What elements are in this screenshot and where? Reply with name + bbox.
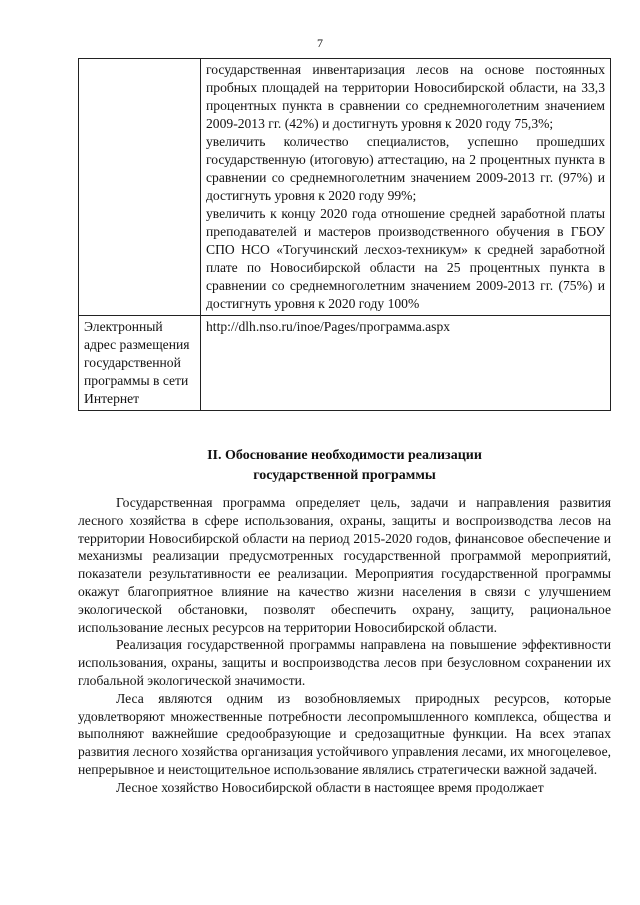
paragraph: Государственная программа определяет цель, задачи и направления развития лесного хозяйства в сфере использования, охраны, защиты и воспроизводства лесов на территории Новосибирской области на период 2015-2020 годов, финансовое обеспечение и механизмы реализации предусмотренных государственной программой мероприятий, показатели результативности ее реализации. Мероприятия государственной программы окажут благоприятное влияние на качество жизни населения в связи с улучшением экологической обстановки, позволят обеспечить охрану, защиту, рациональное использование лесных ресурсов на территории Новосибирской области. (78, 495, 611, 635)
indicator-text: увеличить количество специалистов, успешно прошедших государственную (итоговую) аттестацию, на 2 процентных пункта в сравнении со среднемноголетним значением 2009-2013 гг. (97%) и достигнуть уровня к 2020 году 99%; (206, 134, 605, 203)
paragraph: Реализация государственной программы направлена на повышение эффективности использования, охраны, защиты и воспроизводства лесов при безусловном сохранении их глобальной экологической значимости. (78, 637, 611, 688)
program-passport-table (78, 58, 611, 411)
section-title (78, 446, 611, 486)
paragraph: Лесное хозяйство Новосибирской области в настоящее время продолжает (116, 779, 544, 795)
table-cell-label (79, 59, 201, 316)
program-url: http://dlh.nso.ru/inoe/Pages/программа.aspx (201, 316, 611, 411)
section-title-line: II. Обоснование необходимости реализации (207, 448, 482, 463)
table-cell-label: Электронный адрес размещения государственной программы в сети Интернет (79, 316, 201, 411)
indicator-text: увеличить к концу 2020 года отношение средней заработной платы преподавателей и мастеров производственного обучения в ГБОУ СПО НСО «Тогучинский лесхоз-техникум» к средней заработной плате по Новосибирской области на 25 процентных пункта в сравнении со среднемноголетним значением 2009-2013 гг. (75%) и достигнуть уровня к 2020 году 100% (206, 206, 605, 311)
table-row (79, 316, 611, 411)
table-cell-indicators (201, 59, 611, 316)
section-title-line: государственной программы (253, 468, 436, 483)
indicator-text: государственная инвентаризация лесов на основе постоянных пробных площадей на территории Новосибирской области, на 33,3 процентных пункта в сравнении со среднемноголетним значением 2009-2013 гг. (42%) и достигнуть уровня к 2020 году 75,3%; (206, 62, 605, 131)
page-number: 7 (317, 36, 323, 50)
body-text (78, 494, 611, 797)
table-row (79, 59, 611, 316)
paragraph: Леса являются одним из возобновляемых природных ресурсов, которые удовлетворяют множественные потребности лесопромышленного комплекса, общества и выполняют важнейшие средообразующие и средозащитные функции. На всех этапах развития лесного хозяйства организация устойчивого управления лесами, их многоцелевое, непрерывное и неистощительное использование являлись стратегически важной задачей. (78, 690, 612, 777)
